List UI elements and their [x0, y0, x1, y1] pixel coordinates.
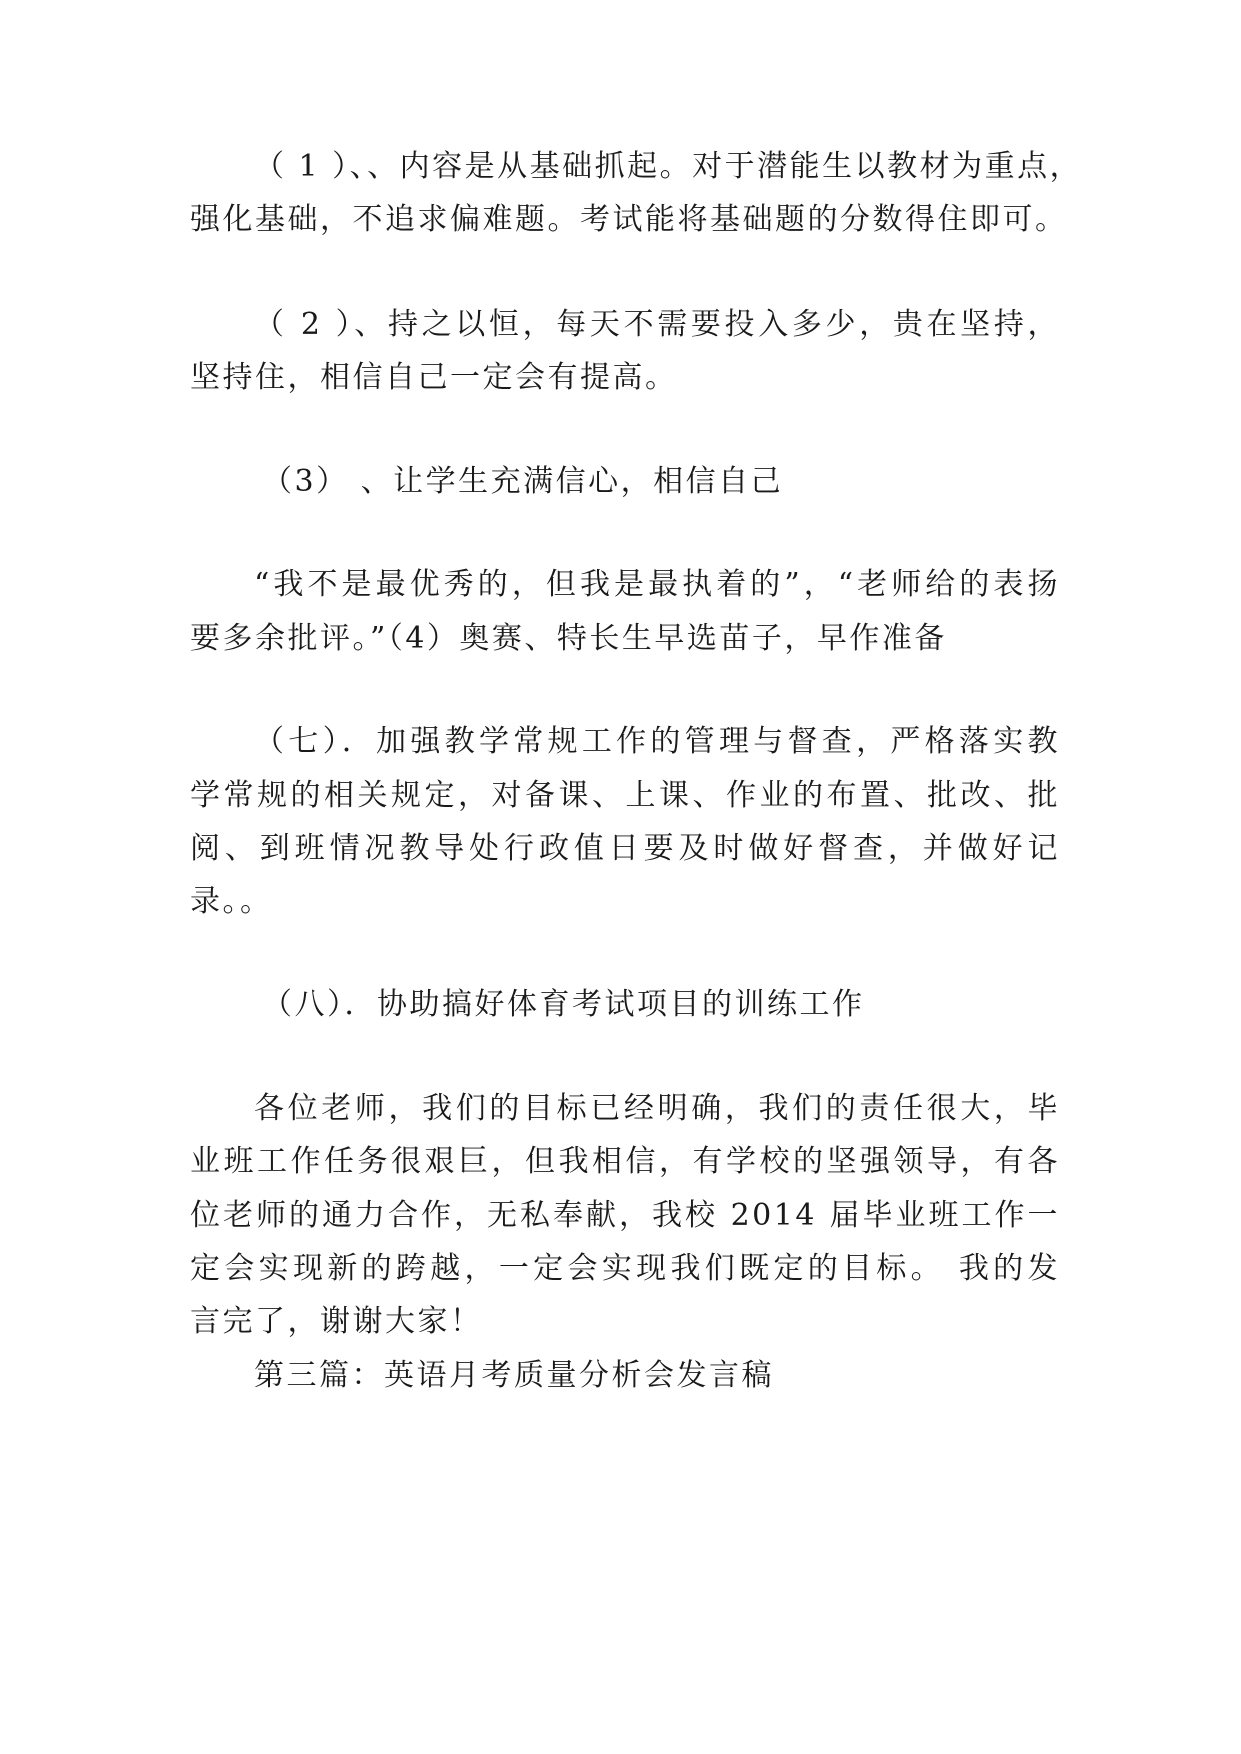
text-line: （ 1 ）、、内容是从基础抓起。对于潜能生以教材为重点，	[254, 149, 1083, 184]
text-line: 各位老师，我们的目标已经明确，我们的责任很大，毕	[254, 1091, 1060, 1126]
text-line: 位老师的通力合作，无私奉献，我校 2014 届毕业班工作一	[190, 1198, 1060, 1233]
text-line: 坚持住，相信自己一定会有提高。	[190, 360, 678, 395]
text-line: 要多余批评。”（4）奥赛、特长生早选苗子，早作准备	[190, 621, 947, 656]
text-line: 录。。	[190, 884, 273, 919]
text-line: （八）．协助搞好体育考试项目的训练工作	[262, 987, 865, 1022]
text-line: 言完了，谢谢大家！	[190, 1304, 483, 1339]
text-line: （3） 、让学生充满信心，相信自己	[262, 464, 784, 499]
text-line: 定会实现新的跨越，一定会实现我们既定的目标。 我的发	[190, 1251, 1060, 1286]
text-line: “我不是最优秀的，但我是最执着的”，“老师给的表扬	[254, 567, 1060, 602]
text-line: 学常规的相关规定，对备课、上课、作业的布置、批改、批	[190, 778, 1060, 813]
text-line: 业班工作任务很艰巨，但我相信，有学校的坚强领导，有各	[190, 1144, 1060, 1179]
text-line: 阅、到班情况教导处行政值日要及时做好督查，并做好记	[190, 831, 1060, 866]
text-line: （ 2 ）、持之以恒，每天不需要投入多少，贵在坚持，	[254, 307, 1060, 342]
section-heading: 第三篇：英语月考质量分析会发言稿	[254, 1358, 774, 1393]
text-line: 强化基础，不追求偏难题。考试能将基础题的分数得住即可。	[190, 202, 1068, 237]
text-line: （七）．加强教学常规工作的管理与督查，严格落实教	[254, 724, 1060, 759]
